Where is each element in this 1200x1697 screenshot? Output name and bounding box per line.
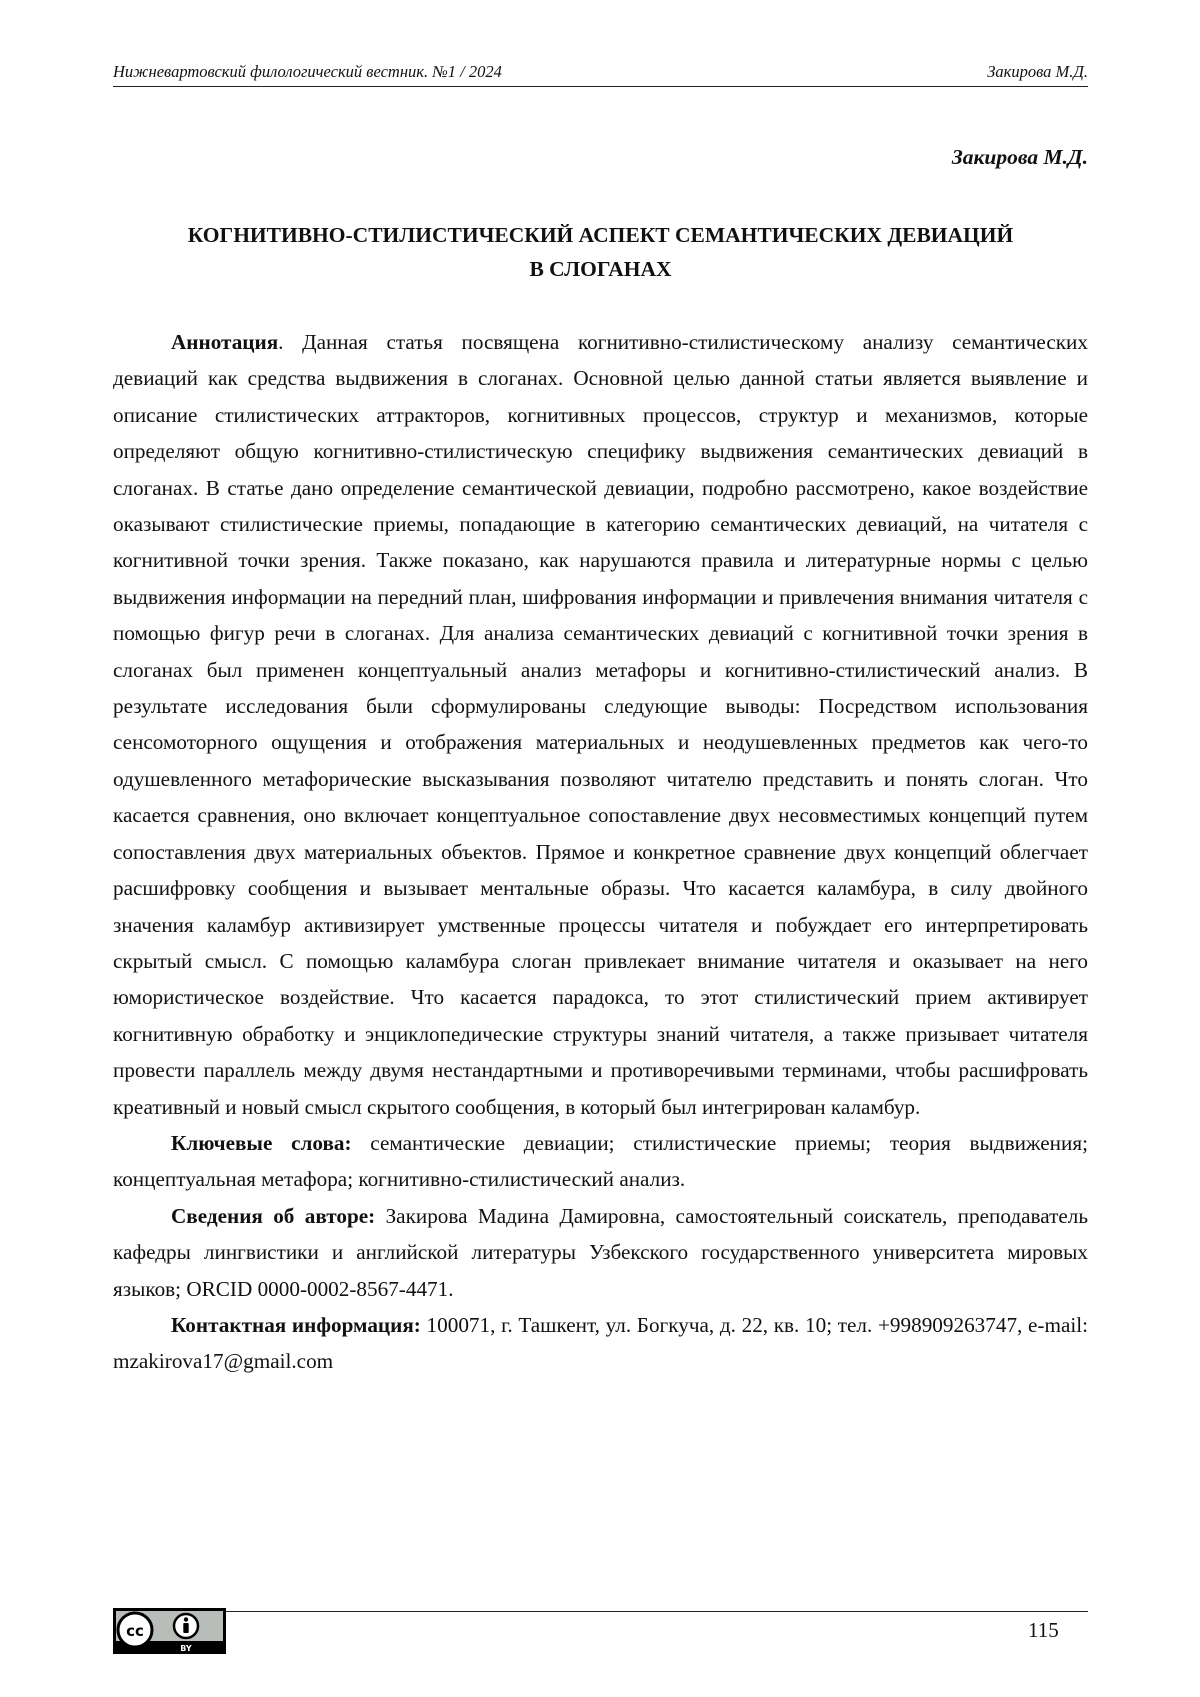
contact-text: 100071, г. Ташкент, ул. Богкуча, д. 22, кв. 10; тел. +998909263747, e-mail: mzakirova17@gmail.com bbox=[113, 1312, 1089, 1374]
abstract-paragraph bbox=[113, 324, 1088, 1125]
article-body bbox=[113, 324, 1088, 1380]
keywords-paragraph bbox=[113, 1125, 1088, 1198]
contact-label: Контактная информация: bbox=[171, 1312, 421, 1337]
creative-commons-by-icon bbox=[113, 1608, 226, 1654]
keywords-text: семантические девиации; стилистические приемы; теория выдвижения; концептуальная метафора; когнитивно-стилистический анализ. bbox=[113, 1130, 1088, 1192]
running-header bbox=[113, 62, 1088, 87]
abstract-label: Аннотация bbox=[171, 330, 279, 354]
author-info-label: Сведения об авторе: bbox=[171, 1203, 376, 1228]
title-line-2: В СЛОГАНАХ bbox=[529, 257, 672, 281]
contact-paragraph bbox=[113, 1307, 1088, 1380]
author-info-paragraph bbox=[113, 1198, 1088, 1307]
article-title bbox=[113, 218, 1088, 286]
cc-by-badge-graphic bbox=[114, 1609, 225, 1653]
footer-rule bbox=[226, 1611, 1088, 1612]
license-badge-text: BY bbox=[180, 1644, 192, 1653]
article-author: Закирова М.Д. bbox=[951, 145, 1088, 169]
keywords-label: Ключевые слова: bbox=[171, 1130, 352, 1155]
abstract-text: . Данная статья посвящена когнитивно-стилистическому анализу семантических девиаций как средства выдвижения в слоганах. Основной целью данной статьи является выявление и описание стилистических аттракторов, когнитивных процессов, структур и механизмов, которые определяют общую когнитивно-стилистическую специфику выдвижения семантических девиаций в слоганах. В статье дано определение семантической девиации, подробно рассмотрено, какое воздействие оказывают стилистические приемы, попадающие в категорию семантических девиаций, на читателя с когнитивной точки зрения. Также показано, как нарушаются правила и литературные нормы с целью выдвижения информации на передний план, шифрования информации и привлечения внимания читателя с помощью фигур речи в слоганах. Для анализа семантических девиаций с когнитивной точки зрения в слоганах был применен концептуальный анализ метафоры и когнитивно-стилистический анализ. В результате исследования были сформулированы следующие выводы: Посредством использования сенсомоторного ощущения и отображения материальных и неодушевленных предметов как чего-то одушевленного метафорические высказывания позволяют читателю представить и понять слоган. Что касается сравнения, оно включает концептуальное сопоставление двух несовместимых концепций путем сопоставления двух материальных объектов. Прямое и конкретное сравнение двух концепций облегчает расшифровку сообщения и вызывает ментальные образы. Что касается каламбура, в силу двойного значения каламбур активизирует умственные процессы читателя и побуждает его интерпретировать скрытый смысл. С помощью каламбура слоган привлекает внимание читателя и оказывает на него юмористическое воздействие. Что касается парадокса, то этот стилистический прием активирует когнитивную обработку и энциклопедические структуры знаний читателя, а также призывает читателя провести параллель между двумя нестандартными и противоречивыми терминами, чтобы расшифровать креативный и новый смысл скрытого сообщения, в который был интегрирован каламбур. bbox=[113, 330, 1088, 1119]
page-number: 115 bbox=[1028, 1618, 1059, 1642]
author-info-text: Закирова Мадина Дамировна, самостоятельный соискатель, преподаватель кафедры лингвистики и английской литературы Узбекского государственного университета мировых языков; ORCID 0000-0002-8567-4471. bbox=[113, 1203, 1088, 1301]
title-line-1: КОГНИТИВНО-СТИЛИСТИЧЕСКИЙ АСПЕКТ СЕМАНТИЧЕСКИХ ДЕВИАЦИЙ bbox=[187, 223, 1014, 247]
journal-title: Нижневартовский филологический вестник. №1 / 2024 bbox=[113, 62, 502, 81]
svg-text:cc: cc bbox=[126, 1622, 144, 1640]
header-author: Закирова М.Д. bbox=[987, 62, 1088, 81]
